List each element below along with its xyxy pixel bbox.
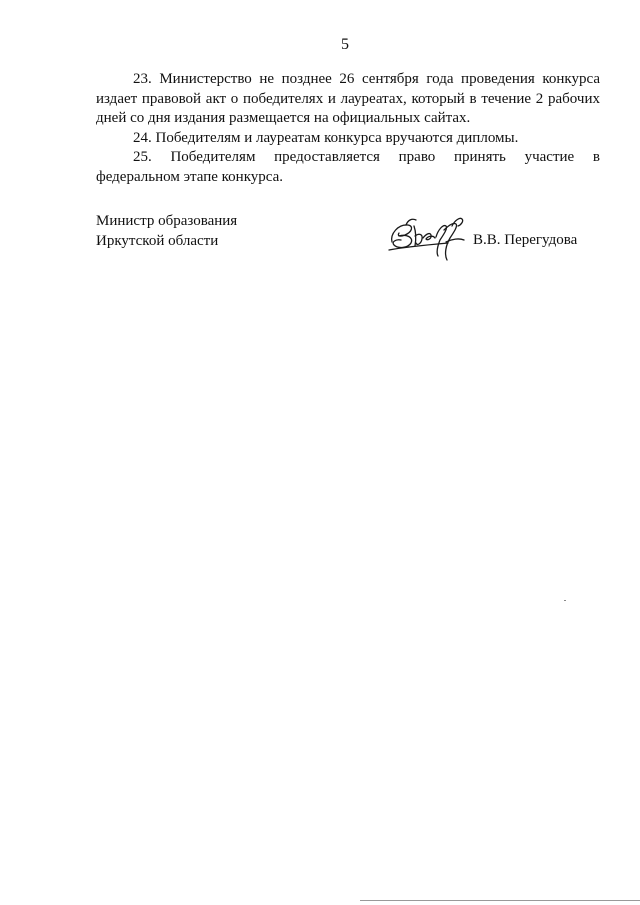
official-title	[96, 212, 237, 251]
paragraph-24: 24. Победителям и лауреатам конкурса вручаются дипломы.	[133, 129, 519, 146]
footer-rule	[360, 900, 640, 901]
document-body	[96, 70, 600, 187]
page-number: 5	[341, 36, 349, 53]
official-title-line1: Министр образования	[96, 213, 238, 229]
paragraph-25-line2: федеральном этапе конкурса.	[96, 168, 284, 185]
official-title-line2: Иркутской области	[96, 232, 219, 249]
scan-speck	[564, 600, 566, 601]
paragraph-23: 23. Министерство не позднее 26 сентября года проведения конкурса издает правовой акт о победителях и лауреатах, который в течение 2 рабочих дней со дня издания размещается на официальных сайтах.	[96, 71, 600, 126]
paragraph-25-line1: 25. Победителям предоставляется право принять участие в	[133, 149, 600, 165]
handwritten-signature-icon	[386, 212, 472, 266]
signature-block	[96, 212, 600, 272]
official-name: В.В. Перегудова	[473, 232, 578, 248]
